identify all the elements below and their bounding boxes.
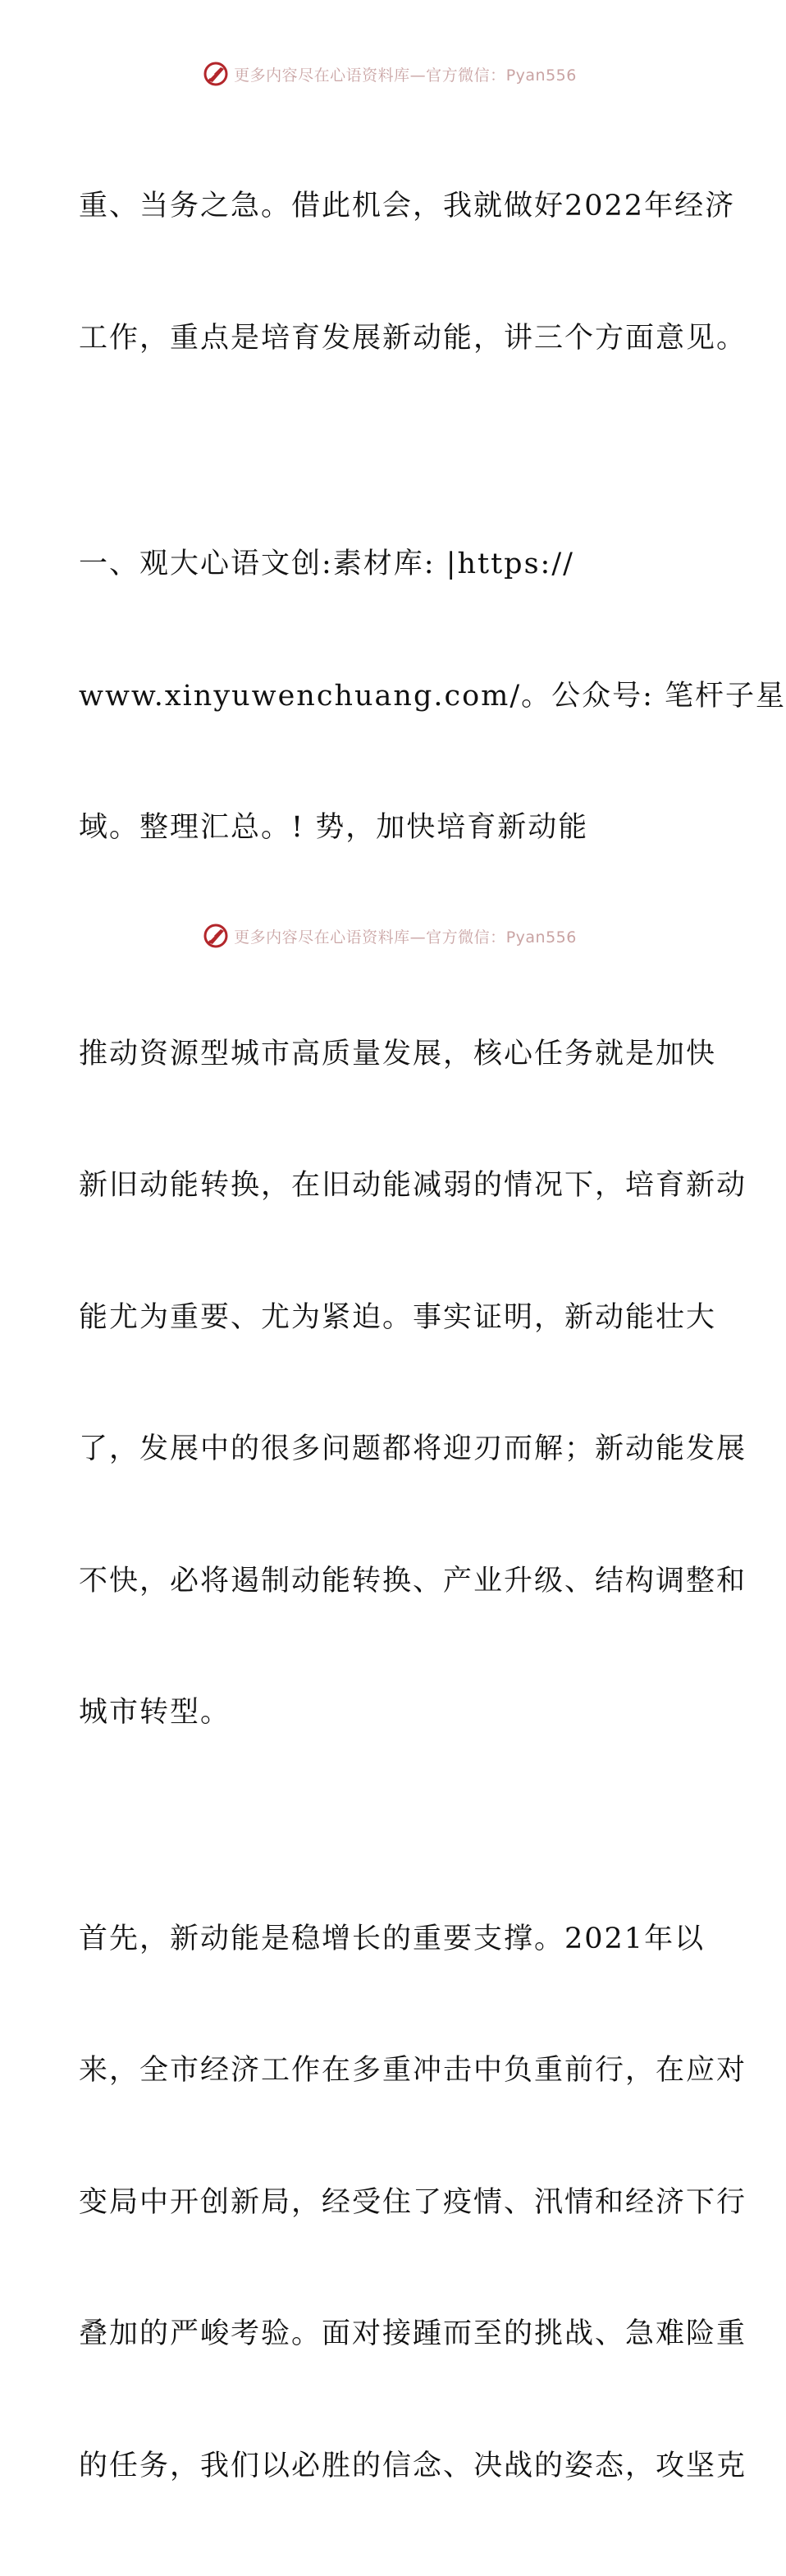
text-line: 首先，新动能是稳增长的重要支撑。2021年以 — [79, 1918, 702, 1962]
red-quill-seal-icon — [203, 923, 229, 949]
paragraph-2 — [79, 455, 702, 938]
text-line: 新旧动能转换，在旧动能减弱的情况下，培育新动 — [79, 1164, 702, 1208]
footer-watermark-banner — [0, 919, 779, 952]
watermark-text: 更多内容尽在心语资料库—官方微信：Pyan556 — [234, 925, 577, 947]
text-line: 了，发展中的很多问题都将迎刃而解；新动能发展 — [79, 1428, 702, 1472]
text-line: 推动资源型城市高质量发展，核心任务就是加快 — [79, 1033, 702, 1077]
text-line: 的任务，我们以必胜的信念、决战的姿态，攻坚克 — [79, 2445, 702, 2489]
text-line: 来，全市经济工作在多重冲击中负重前行，在应对 — [79, 2049, 702, 2093]
text-line: 域。整理汇总。! 势，加快培育新动能 — [79, 806, 702, 850]
text-line: 不快，必将遏制动能转换、产业升级、结构调整和 — [79, 1560, 702, 1604]
document-body — [79, 97, 702, 2576]
text-line: 变局中开创新局，经受住了疫情、汛情和经济下行 — [79, 2181, 702, 2225]
text-line: 能尤为重要、尤为紧迫。事实证明，新动能壮大 — [79, 1296, 702, 1341]
text-line: 叠加的严峻考验。面对接踵而至的挑战、急难险重 — [79, 2312, 702, 2357]
text-line: 一、观大心语文创:素材库: |https:// — [79, 543, 702, 587]
header-watermark-banner — [0, 57, 779, 90]
paragraph-3 — [79, 945, 702, 1823]
red-quill-seal-icon — [203, 61, 229, 87]
watermark-text: 更多内容尽在心语资料库—官方微信：Pyan556 — [234, 63, 577, 85]
text-line: 重、当务之急。借此机会，我就做好2022年经济 — [79, 185, 702, 229]
text-line: 工作，重点是培育发展新动能，讲三个方面意见。 — [79, 317, 702, 361]
paragraph-4 — [79, 1830, 702, 2576]
text-line: www.xinyuwenchuang.com/。公众号: 笔杆子星 — [79, 675, 702, 719]
paragraph-1 — [79, 97, 702, 448]
text-line: 城市转型。 — [79, 1691, 702, 1735]
